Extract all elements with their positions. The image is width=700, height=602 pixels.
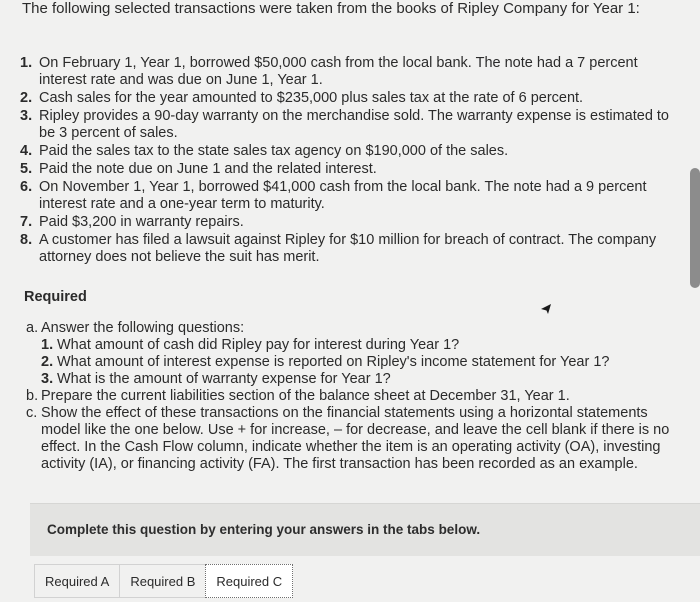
requirement-a xyxy=(26,320,686,388)
arrow-cursor-icon xyxy=(540,303,552,315)
transaction-item xyxy=(20,232,680,266)
requirement-letter: c. xyxy=(26,405,38,421)
scrollbar[interactable] xyxy=(690,168,700,288)
item-text: A customer has filed a lawsuit against Ripley for $10 million for breach of contract. The company attorney does not believe the suit has merit. xyxy=(39,232,657,265)
item-number: 1. xyxy=(20,55,33,71)
item-text: Paid the note due on June 1 and the related interest. xyxy=(39,161,377,177)
question-list xyxy=(41,337,686,388)
requirement-letter: a. xyxy=(26,320,39,336)
required-heading: Required xyxy=(24,289,87,305)
tab-required-c[interactable]: Required C xyxy=(205,564,293,598)
item-text: Cash sales for the year amounted to $235,000 plus sales tax at the rate of 6 percent. xyxy=(39,90,584,106)
requirement-text: Answer the following questions: xyxy=(41,320,245,336)
question-text: What is the amount of warranty expense for Year 1? xyxy=(57,371,391,387)
transaction-item xyxy=(20,90,680,107)
item-number: 3. xyxy=(20,108,33,124)
tab-required-a[interactable]: Required A xyxy=(34,564,119,598)
intro-text: The following selected transactions were taken from the books of Ripley Company for Year 1: xyxy=(22,0,640,17)
requirement-c xyxy=(26,405,686,473)
transaction-item xyxy=(20,143,680,160)
answer-instruction-text: Complete this question by entering your answers in the tabs below. xyxy=(47,522,481,537)
question-number: 2. xyxy=(41,354,54,370)
question-number: 1. xyxy=(41,337,54,353)
tab-required-b[interactable]: Required B xyxy=(119,564,205,598)
item-number: 6. xyxy=(20,179,33,195)
item-number: 4. xyxy=(20,143,33,159)
transaction-item xyxy=(20,108,680,142)
item-number: 7. xyxy=(20,214,33,230)
question-item xyxy=(41,337,686,354)
question-number: 3. xyxy=(41,371,54,387)
requirement-text: Show the effect of these transactions on the financial statements using a horizontal statements model like the one below. Use + for increase, – for decrease, and leave the cell blank if there is no effect. In the Cash Flow column, indicate whether the item is an operating activity (OA), investing activity (IA), or financing activity (FA). The first transaction has been recorded as an example. xyxy=(41,405,670,472)
transaction-item xyxy=(20,214,680,231)
item-text: On February 1, Year 1, borrowed $50,000 cash from the local bank. The note had a 7 percent interest rate and was due on June 1, Year 1. xyxy=(39,55,638,88)
item-number: 8. xyxy=(20,232,33,248)
item-number: 2. xyxy=(20,90,33,106)
transaction-item xyxy=(20,179,680,213)
requirements-list xyxy=(26,320,686,473)
item-text: Ripley provides a 90-day warranty on the merchandise sold. The warranty expense is estimated to be 3 percent of sales. xyxy=(39,108,669,141)
item-text: Paid the sales tax to the state sales tax agency on $190,000 of the sales. xyxy=(39,143,509,159)
question-item xyxy=(41,354,686,371)
requirement-b xyxy=(26,388,686,405)
transaction-list xyxy=(20,55,680,267)
requirement-text: Prepare the current liabilities section of the balance sheet at December 31, Year 1. xyxy=(41,388,570,404)
item-number: 5. xyxy=(20,161,33,177)
requirement-letter: b. xyxy=(26,388,39,404)
question-text: What amount of cash did Ripley pay for interest during Year 1? xyxy=(57,337,460,353)
transaction-item xyxy=(20,55,680,89)
question-text: What amount of interest expense is reported on Ripley's income statement for Year 1? xyxy=(57,354,610,370)
item-text: On November 1, Year 1, borrowed $41,000 cash from the local bank. The note had a 9 percent interest rate and a one-year term to maturity. xyxy=(39,179,647,212)
question-item xyxy=(41,371,686,388)
item-text: Paid $3,200 in warranty repairs. xyxy=(39,214,244,230)
requirement-tabs xyxy=(34,564,293,598)
transaction-item xyxy=(20,161,680,178)
answer-instruction-panel xyxy=(30,503,700,556)
